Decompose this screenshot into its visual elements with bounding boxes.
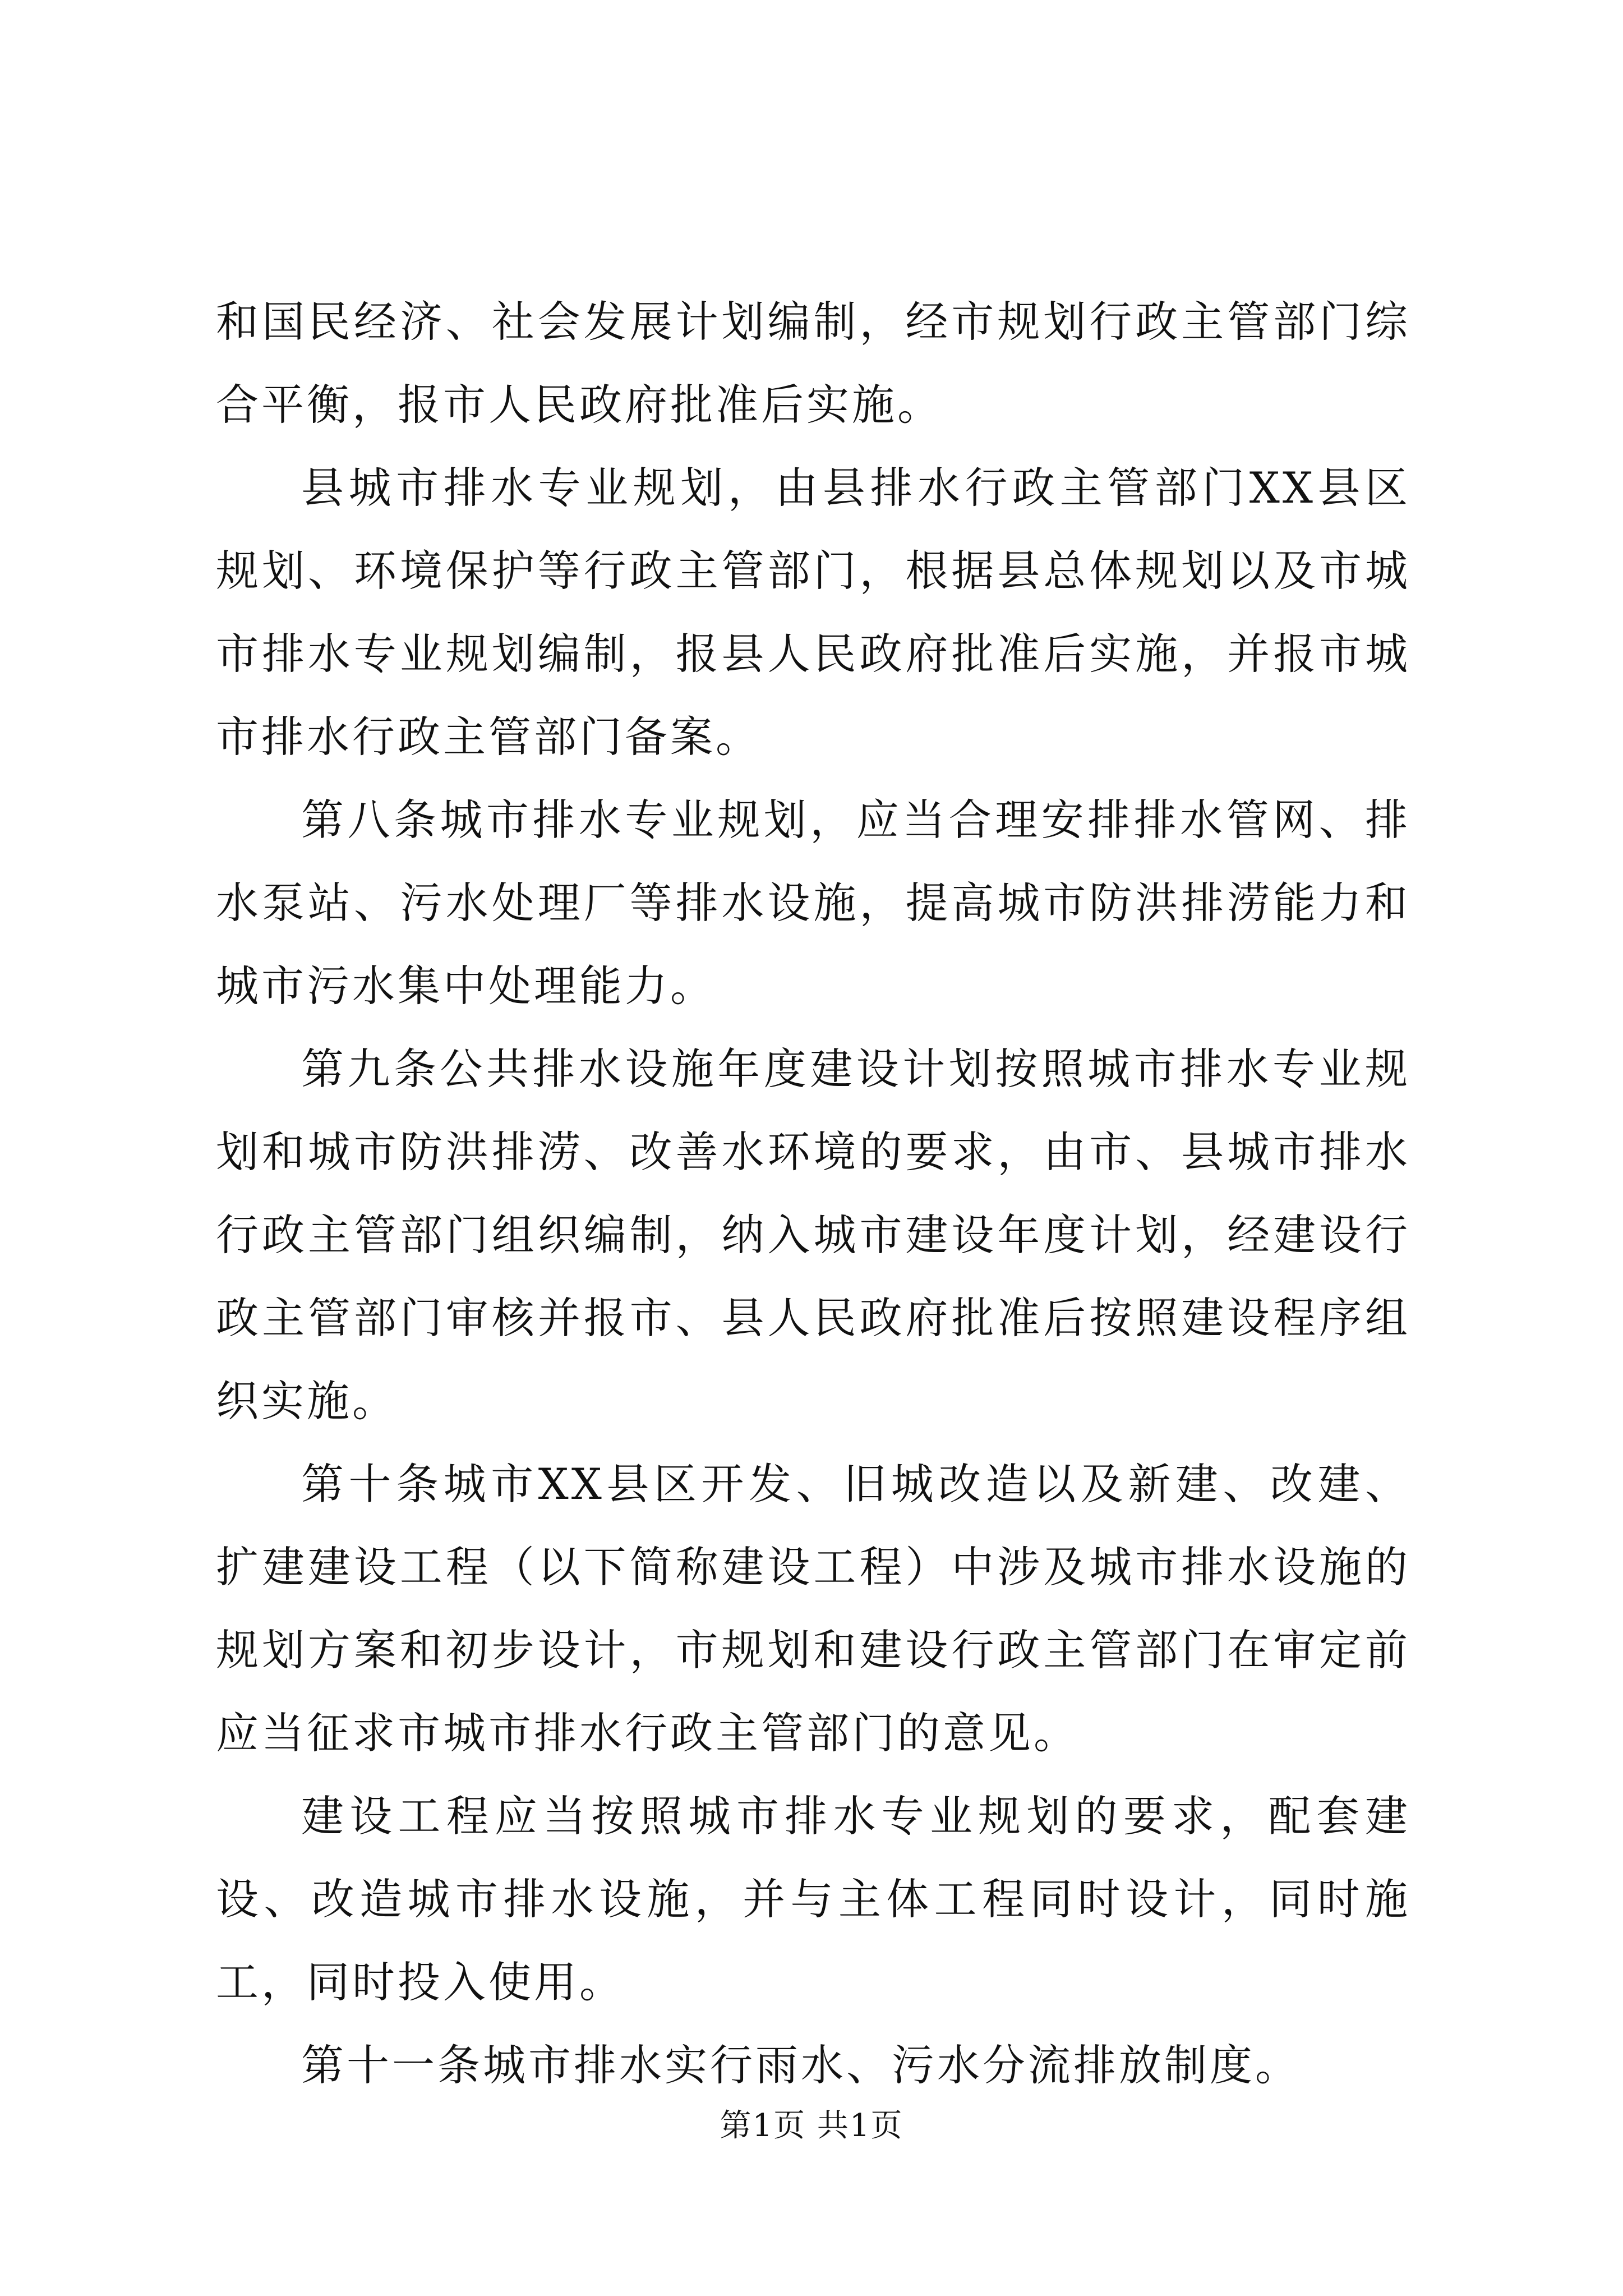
paragraph-article-8: 第八条城市排水专业规划，应当合理安排排水管网、排水泵站、污水处理厂等排水设施，提高城市防洪排涝能力和城市污水集中处理能力。 bbox=[216, 795, 1410, 1011]
page-footer: 第1页 共1页 bbox=[720, 2108, 903, 2144]
paragraph-county-drainage-plan: 县城市排水专业规划，由县排水行政主管部门XX县区规划、环境保护等行政主管部门，根据县总体规划以及市城市排水专业规划编制，报县人民政府批准后实施，并报市城市排水行政主管部门备案。 bbox=[216, 463, 1410, 762]
paragraph-article-10: 第十条城市XX县区开发、旧城改造以及新建、改建、扩建建设工程（以下简称建设工程）中涉及城市排水设施的规划方案和初步设计，市规划和建设行政主管部门在审定前应当征求市城市排水行政主管部门的意见。 bbox=[216, 1459, 1410, 1758]
paragraph-continuation: 和国民经济、社会发展计划编制，经市规划行政主管部门综合平衡，报市人民政府批准后实施。 bbox=[216, 297, 1410, 430]
paragraph-construction-requirements: 建设工程应当按照城市排水专业规划的要求，配套建设、改造城市排水设施，并与主体工程同时设计，同时施工，同时投入使用。 bbox=[216, 1791, 1410, 2007]
paragraph-article-11: 第十一条城市排水实行雨水、污水分流排放制度。 bbox=[301, 2040, 1301, 2090]
paragraph-article-9: 第九条公共排水设施年度建设计划按照城市排水专业规划和城市防洪排涝、改善水环境的要求，由市、县城市排水行政主管部门组织编制，纳入城市建设年度计划，经建设行政主管部门审核并报市、县人民政府批准后按照建设程序组织实施。 bbox=[216, 1044, 1410, 1426]
document-body bbox=[216, 280, 1410, 2107]
